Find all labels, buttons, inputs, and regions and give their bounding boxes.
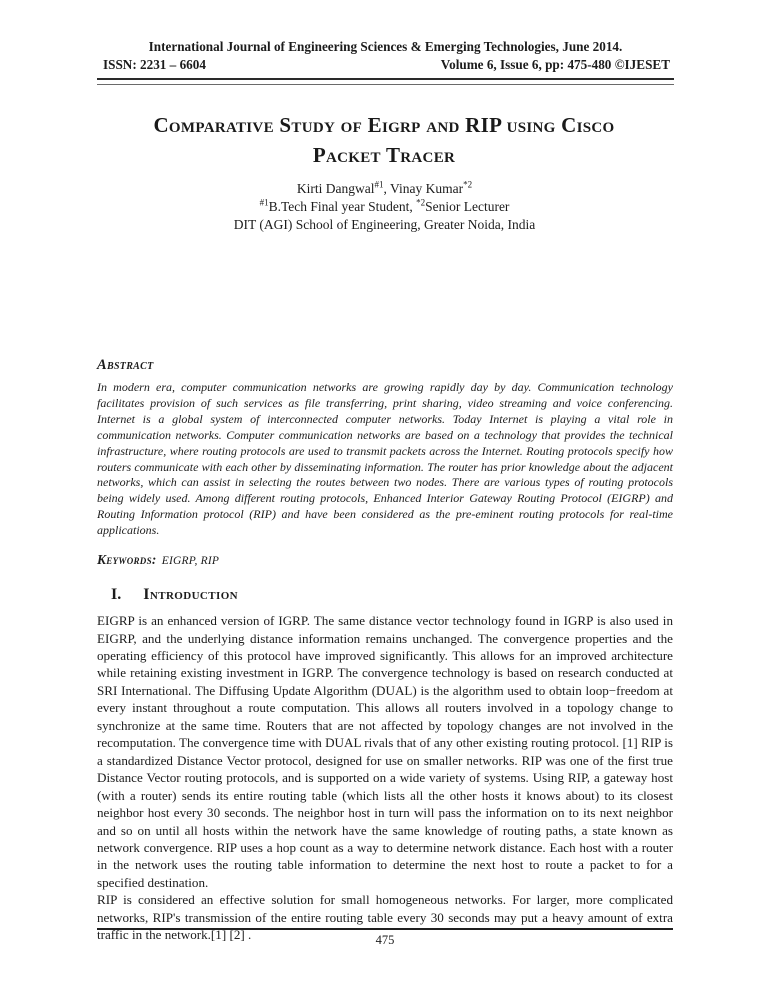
- affiliation-1: B.Tech Final year Student,: [268, 199, 417, 214]
- journal-volume-info: Volume 6, Issue 6, pp: 475-480 ©IJESET: [440, 57, 670, 72]
- introduction-paragraph-2: RIP is considered an effective solution for small homogeneous networks. For larger, more complicated networks, RIP's transmission of the entire routing table every 30 seconds may put a heavy amount of extra traffic in the network.[1] [2] .: [97, 892, 673, 943]
- paper-title-line2: Packet Tracer: [312, 143, 456, 167]
- abstract-text: In modern era, computer communication networks are growing rapidly day by day. Communication technology facilitates provision of such services as file transferring, print sharing, video streaming and voice conferencing. Internet is a global system of interconnected computer networks. Today Internet is playing a vital role in communication networks. Computer communication networks are based on a technology that provides the technical infrastructure, where routing protocols are used to transmit packets across the Internet. Routing protocols specify how routers communicate with each other by disseminating information. The router has prior knowledge about the adjacent networks, which can assist in selecting the routes between two nodes. There are various types of routing protocols being widely used. Among different routing protocols, Enhanced Interior Gateway Routing Protocol (EIGRP) and Routing Information protocol (RIP) and have been considered as the pre-eminent routing protocols for real-time applications.: [97, 380, 673, 538]
- authors-block: [97, 180, 672, 234]
- section-heading-introduction: [97, 585, 673, 605]
- author-name-1: Kirti Dangwal: [296, 181, 375, 196]
- section-number: I.: [111, 586, 122, 604]
- affiliation-marker-2: *2: [416, 197, 426, 208]
- introduction-paragraph-1: EIGRP is an enhanced version of IGRP. The same distance vector technology found in IGRP is also used in EIGRP, and the underlying distance information remains unchanged. The convergence properties and the operating efficiency of this protocol have improved significantly. This allows for an improved architecture while retaining existing investment in IGRP. The convergence technology is based on research conducted at SRI International. The Diffusing Update Algorithm (DUAL) is the algorithm used to obtain loop−freedom at every instant throughout a route computation. This allows all routers involved in a topology change to synchronize at the same time. Routers that are not affected by topology changes are not involved in the recomputation. The convergence time with DUAL rivals that of any other existing routing protocol. [1] RIP is a standardized Distance Vector protocol, designed for use on smaller networks. RIP was one of the first true Distance Vector routing protocols, and is supported on a wide variety of systems. Using RIP, a gateway host (with a router) sends its entire routing table (which lists all the other hosts it knows about) to its closest neighbor host every 30 seconds. The neighbor host in turn will pass the information on to its next neighbor and so on until all hosts within the network have the same knowledge of routing paths, a state known as network convergence. RIP uses a hop count as a way to determine network distance. Each host with a router in the network uses the routing table information to determine the next host to route a packet to for a specified destination.: [97, 613, 673, 890]
- abstract-heading: Abstract: [97, 357, 154, 373]
- paper-body: [97, 357, 673, 944]
- author-marker-1: #1: [374, 179, 384, 190]
- affiliation-marker-1: #1: [259, 197, 269, 208]
- paper-title: [60, 110, 708, 170]
- keywords-label: Keywords:: [97, 552, 157, 568]
- journal-meta-line: [97, 56, 674, 74]
- author-institution: DIT (AGI) School of Engineering, Greater Noida, India: [233, 217, 536, 232]
- section-label: Introduction: [143, 586, 238, 604]
- keywords-line: [97, 552, 673, 568]
- journal-header: [97, 38, 674, 85]
- page-footer: [97, 928, 673, 948]
- page-number: 475: [375, 933, 395, 947]
- journal-issn: ISSN: 2231 – 6604: [103, 57, 206, 72]
- paper-title-line1: Comparative Study of Eigrp and RIP using Cisco: [153, 113, 615, 137]
- keywords-value: EIGRP, RIP: [161, 555, 220, 568]
- footer-rule: [97, 928, 673, 930]
- header-rule: [97, 78, 674, 85]
- author-name-2: , Vinay Kumar: [383, 181, 464, 196]
- author-names: [97, 180, 672, 198]
- author-affiliations: [97, 198, 672, 216]
- author-marker-2: *2: [463, 179, 473, 190]
- affiliation-2: Senior Lecturer: [425, 199, 510, 214]
- journal-name: International Journal of Engineering Sciences & Emerging Technologies, June 2014.: [148, 39, 623, 54]
